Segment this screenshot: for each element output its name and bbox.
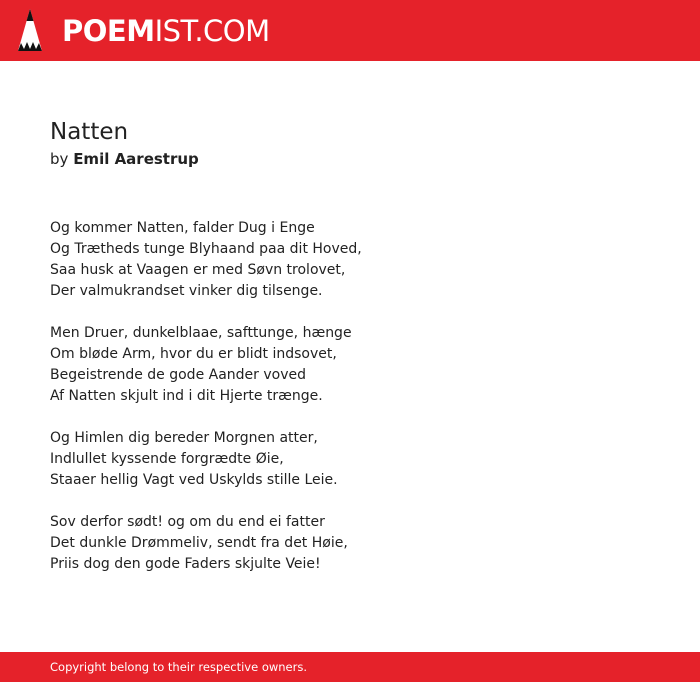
poem-line: Og kommer Natten, falder Dug i Enge: [50, 220, 315, 236]
stanza: [50, 512, 362, 575]
stanza: [50, 218, 362, 302]
stanza: [50, 323, 362, 407]
site-logo[interactable]: [62, 13, 270, 49]
site-header: [0, 0, 700, 61]
logo-bold-text: POEM: [62, 14, 155, 48]
poem-line: Men Druer, dunkelblaae, safttunge, hænge: [50, 325, 352, 341]
poem-line: Staaer hellig Vagt ved Uskylds stille Leie.: [50, 472, 338, 488]
poem-line: Om bløde Arm, hvor du er blidt indsovet,: [50, 346, 337, 362]
poem-body: [50, 218, 362, 596]
poem-line: Indlullet kyssende forgrædte Øie,: [50, 451, 284, 467]
site-footer: [0, 652, 700, 682]
byline: [50, 149, 199, 169]
pencil-tip-icon[interactable]: [18, 9, 42, 51]
logo-light-text: IST.COM: [154, 14, 270, 48]
stanza: [50, 428, 362, 491]
poem-line: Det dunkle Drømmeliv, sendt fra det Høie,: [50, 535, 348, 551]
poem-line: Der valmukrandset vinker dig tilsenge.: [50, 283, 323, 299]
poem-line: Saa husk at Vaagen er med Søvn trolovet,: [50, 262, 346, 278]
poem-line: Og Trætheds tunge Blyhaand paa dit Hoved,: [50, 241, 362, 257]
copyright-text: Copyright belong to their respective owners.: [50, 660, 308, 674]
poem-line: Sov derfor sødt! og om du end ei fatter: [50, 514, 325, 530]
by-label: by: [50, 150, 69, 168]
poem-line: Og Himlen dig bereder Morgnen atter,: [50, 430, 318, 446]
poem-line: Priis dog den gode Faders skjulte Veie!: [50, 556, 321, 572]
poem-line: Af Natten skjult ind i dit Hjerte trænge.: [50, 388, 323, 404]
author-name[interactable]: Emil Aarestrup: [73, 150, 199, 168]
poem-title: Natten: [50, 119, 129, 145]
poem-line: Begeistrende de gode Aander voved: [50, 367, 306, 383]
